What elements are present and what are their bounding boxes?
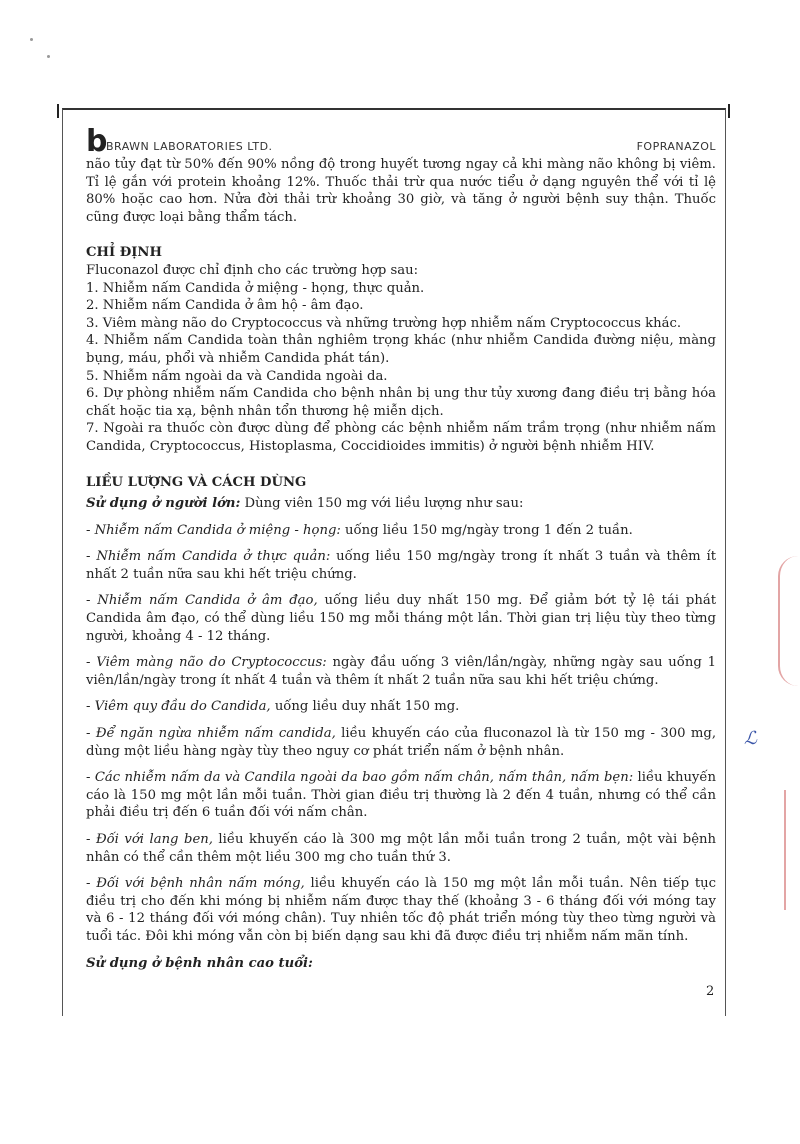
intro-paragraph: não tủy đạt từ 50% đến 90% nồng độ trong huyết tương ngay cả khi màng não không bị viêm. Tỉ lệ gắn với protein khoảng 12%. Thuốc thải trừ qua nước tiểu ở dạng nguyên thể với tỉ lệ 80% hoặc cao hơn. Nửa đời thải trừ khoảng 30 giờ, và tăng ở người bệnh suy thận. Thuốc cũng được loại bằng thẩm tách.: [86, 157, 716, 225]
dosage-entry: [86, 769, 716, 822]
dosage-entry-text: liều khuyến cáo của fluconazol là từ 150 mg - 300 mg, dùng một liều hàng ngày tùy theo nguy cơ phát triển nấm ở bệnh nhân.: [86, 726, 717, 759]
dosage-entry-text: liều khuyến cáo là 150 mg một lần mỗi tuần. Nên tiếp tục điều trị cho đến khi móng bị nhiễm nấm được thay thế (khoảng 3 - 6 tháng đối với móng tay và 6 - 12 tháng đối với móng chân). Tuy nhiên tốc độ phát triển móng tùy theo từng người và tuổi tác. Đôi khi móng vẫn còn bị biến dạng sau khi đã được điều trị nhiễm nấm mãn tính.: [86, 876, 716, 944]
dosage-entry: [86, 548, 716, 583]
dosage-entry-label: - Đối với lang ben,: [86, 832, 213, 847]
dosage-entry: [86, 725, 716, 760]
document-header: [86, 124, 716, 159]
dosage-entry-text: ngày đầu uống 3 viên/lần/ngày, những ngày sau uống 1 viên/lần/ngày trong ít nhất 4 tuần và thêm ít nhất 2 tuần nữa sau khi hết triệu chứng.: [86, 655, 716, 688]
indications-heading: CHỈ ĐỊNH: [86, 245, 162, 261]
indication-item: 3. Viêm màng não do Cryptococcus và những trường hợp nhiễm nấm Cryptococcus khác.: [86, 315, 682, 331]
adult-usage-label: Sử dụng ở người lớn:: [86, 496, 241, 512]
adult-usage: [86, 495, 716, 513]
dosage-entry-text: uống liều 150 mg/ngày trong 1 đến 2 tuần.: [340, 522, 633, 538]
red-stamp-fragment: [778, 556, 798, 686]
indication-item: 4. Nhiễm nấm Candida toàn thân nghiêm trọng khác (như nhiễm Candida đường niệu, màng bụng, máu, phổi và nhiễm Candida phát tán).: [86, 333, 716, 366]
page-number: 2: [706, 984, 715, 999]
indication-item: 1. Nhiễm nấm Candida ở miệng - họng, thực quản.: [86, 280, 425, 296]
dosage-entry-label: - Đối với bệnh nhân nấm móng,: [86, 876, 305, 892]
dosage-entry-label: - Viêm màng não do Cryptococcus:: [86, 655, 327, 671]
indication-item: 6. Dự phòng nhiễm nấm Candida cho bệnh nhân bị ung thư tủy xương đang điều trị bằng hóa chất hoặc tia xạ, bệnh nhân tổn thương hệ miễn dịch.: [86, 386, 716, 419]
indication-item: 2. Nhiễm nấm Candida ở âm hộ - âm đạo.: [86, 298, 364, 314]
frame-corner-right: [720, 104, 730, 118]
dosage-entry-label: - Nhiễm nấm Candida ở âm đạo,: [86, 593, 318, 609]
company-name: BRAWN LABORATORIES LTD.: [106, 140, 273, 153]
document-body: [86, 156, 716, 972]
dosage-entry-label: - Để ngăn ngừa nhiễm nấm candida,: [86, 726, 336, 742]
indications-lead: Fluconazol được chỉ định cho các trường hợp sau:: [86, 262, 419, 278]
dosage-entry-label: - Viêm quy đầu do Candida,: [86, 699, 271, 715]
dosage-entry-label: - Các nhiễm nấm da và Candila ngoài da bao gồm nấm chân, nấm thân, nấm bẹn:: [86, 770, 634, 786]
dosage-entry: [86, 698, 716, 716]
indication-item: 7. Ngoài ra thuốc còn được dùng để phòng các bệnh nhiễm nấm trầm trọng (như nhiễm nấm Candida, Cryptococcus, Histoplasma, Coccidioides immitis) ở người bệnh nhiễm HIV.: [86, 421, 716, 454]
red-stamp-fragment: [784, 790, 798, 910]
dosage-entry: [86, 654, 716, 689]
dosage-entry-label: - Nhiễm nấm Candida ở thực quản:: [86, 549, 331, 565]
adult-usage-text: Dùng viên 150 mg với liều lượng như sau:: [240, 496, 524, 512]
dosage-entry: [86, 831, 716, 866]
dosage-entry-text: liều khuyến cáo là 150 mg một lần mỗi tuần. Thời gian điều trị thường là 2 đến 4 tuần, nhưng có thể cần phải điều trị đến 6 tuần đối với nấm chân.: [86, 770, 716, 821]
dosage-entry: [86, 522, 716, 540]
frame-corner-left: [57, 104, 67, 118]
dosage-entry-text: uống liều 150 mg/ngày trong ít nhất 3 tuần và thêm ít nhất 2 tuần nữa sau khi hết triệu chứng.: [86, 549, 717, 582]
indication-item: 5. Nhiễm nấm ngoài da và Candida ngoài da.: [86, 368, 388, 384]
dosage-entry: [86, 875, 716, 945]
signature-mark: ℒ: [744, 728, 757, 749]
dosage-entry-label: - Nhiễm nấm Candida ở miệng - họng:: [86, 522, 341, 538]
elderly-usage-label: Sử dụng ở bệnh nhân cao tuổi:: [86, 955, 313, 971]
dosage-entry-text: uống liều duy nhất 150 mg.: [270, 699, 460, 715]
dosage-heading: LIỀU LƯỢNG VÀ CÁCH DÙNG: [86, 474, 307, 490]
dosage-entry-text: liều khuyến cáo là 300 mg một lần mỗi tuần trong 2 tuần, một vài bệnh nhân có thể cần thêm một liều 300 mg cho tuần thứ 3.: [86, 832, 716, 865]
product-name: FOPRANAZOL: [636, 140, 716, 153]
dosage-entry: [86, 592, 716, 645]
dosage-entry-text: uống liều duy nhất 150 mg. Để giảm bớt tỷ lệ tái phát Candida âm đạo, có thể dùng liều 150 mg mỗi tháng một lần. Thời gian trị liệu tùy theo từng người, khoảng 4 - 12 tháng.: [86, 593, 716, 644]
company-logo: b: [86, 124, 108, 159]
